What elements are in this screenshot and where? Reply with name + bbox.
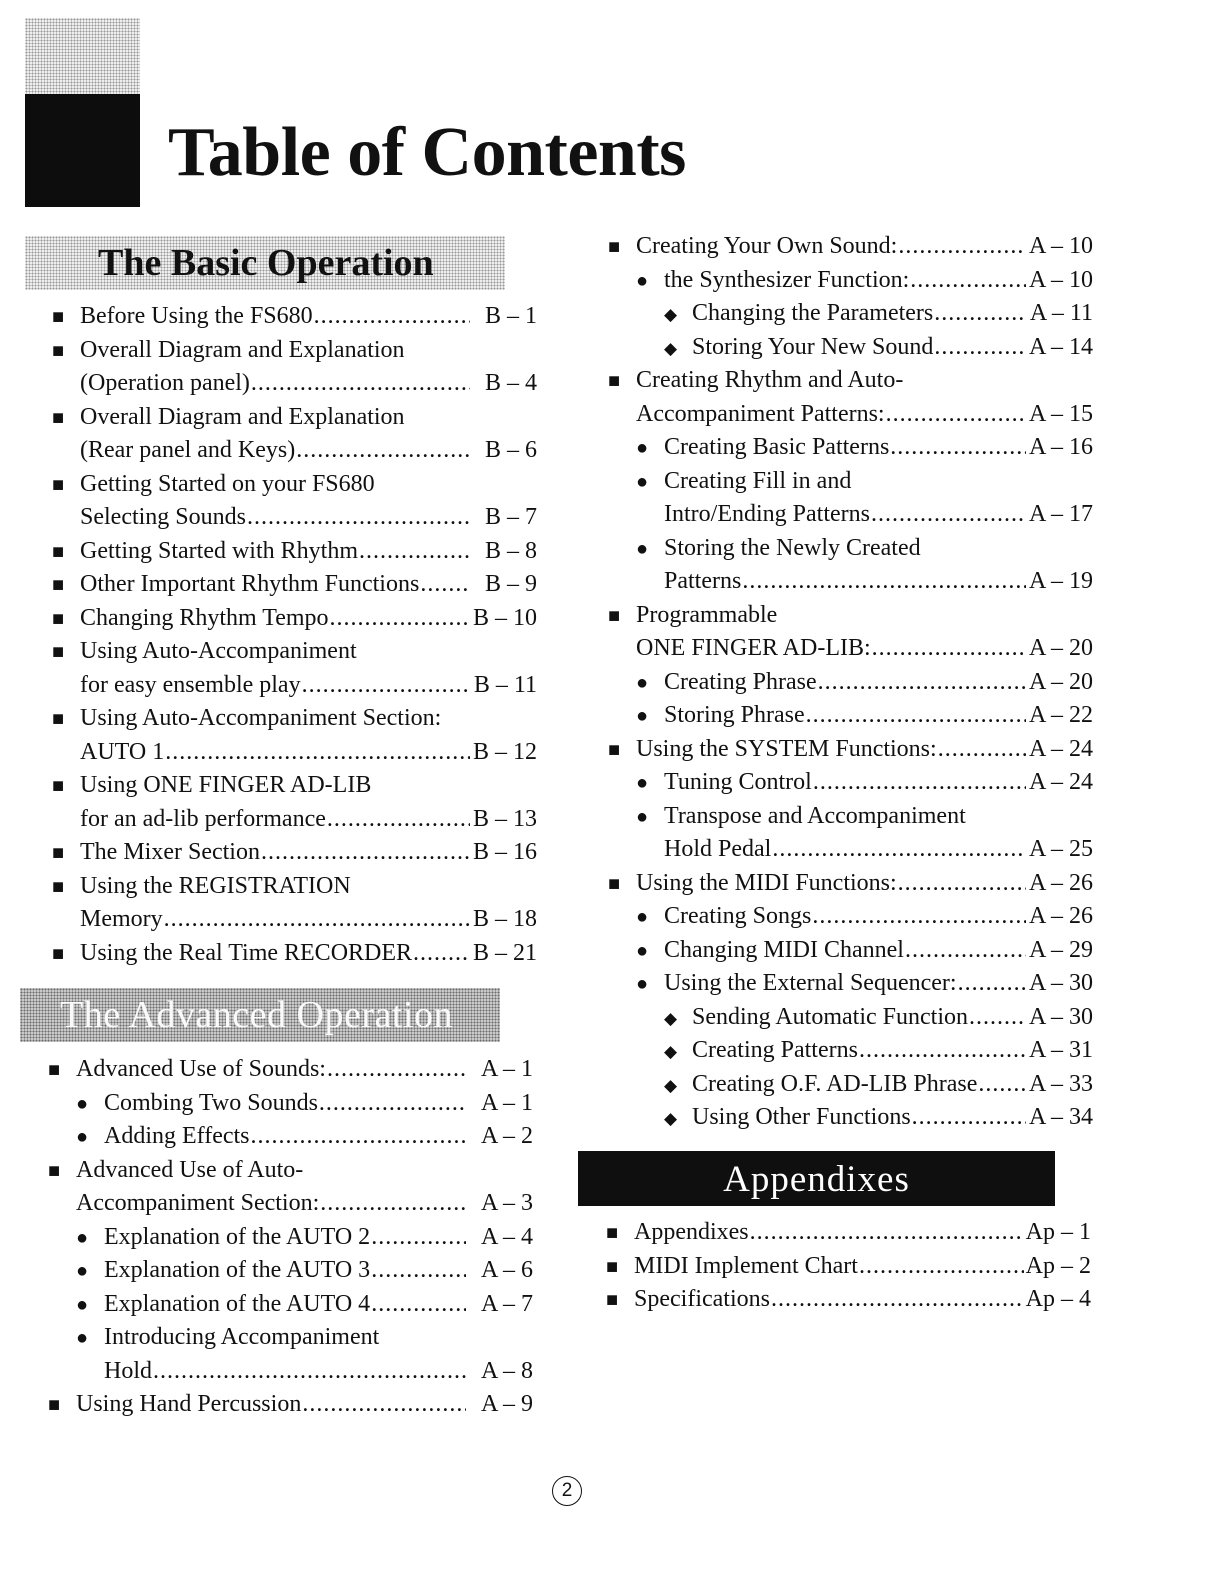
toc-entry <box>606 1216 1091 1250</box>
toc-entry <box>608 264 1093 298</box>
toc-list-advanced-continued <box>608 230 1093 1135</box>
toc-entry-page: A – 15 <box>1028 400 1093 427</box>
diamond-bullet-icon <box>664 1035 692 1069</box>
dot-leader <box>969 1001 1026 1035</box>
toc-entry-label: Explanation of the AUTO 2 <box>104 1223 371 1250</box>
toc-entry <box>608 967 1093 1001</box>
toc-entry-label: Using the REGISTRATION <box>80 872 351 899</box>
circle-bullet-icon <box>636 265 664 299</box>
dot-leader <box>327 803 470 837</box>
dot-leader <box>890 431 1026 465</box>
toc-entry-label: the Synthesizer Function: <box>664 266 910 293</box>
toc-entry <box>52 367 537 401</box>
toc-list-basic <box>52 300 537 970</box>
toc-entry <box>52 803 537 837</box>
square-bullet-icon <box>52 402 80 436</box>
toc-entry-page: A – 7 <box>480 1290 533 1317</box>
toc-entry-page: A – 16 <box>1028 434 1093 460</box>
toc-entry-page: A – 24 <box>1028 769 1093 795</box>
circle-bullet-icon <box>636 667 664 701</box>
toc-entry-label: Creating Rhythm and Auto- <box>636 367 904 393</box>
dot-leader <box>330 602 470 636</box>
toc-entry-page: A – 31 <box>1028 1037 1093 1063</box>
toc-entry <box>608 599 1093 633</box>
circle-bullet-icon <box>636 901 664 935</box>
toc-entry-label: Patterns <box>664 568 742 594</box>
toc-entry-label: Creating Patterns <box>692 1037 858 1063</box>
dot-leader <box>818 666 1026 700</box>
toc-entry-label: Using Other Functions <box>692 1104 911 1130</box>
toc-entry <box>608 900 1093 934</box>
toc-entry-page: B – 7 <box>484 504 537 530</box>
circle-bullet-icon <box>636 767 664 801</box>
toc-entry-label: (Operation panel) <box>80 370 250 396</box>
dot-leader <box>912 1101 1026 1135</box>
toc-entry-label: Overall Diagram and Explanation <box>80 336 405 363</box>
toc-entry-page: A – 3 <box>480 1190 533 1216</box>
dot-leader <box>251 367 470 401</box>
toc-entry-label: ONE FINGER AD-LIB: <box>636 635 871 661</box>
square-bullet-icon <box>48 1155 76 1189</box>
square-bullet-icon <box>52 536 80 570</box>
square-bullet-icon <box>606 1251 634 1285</box>
toc-entry <box>608 1034 1093 1068</box>
toc-entry-page: B – 11 <box>473 671 537 698</box>
toc-entry-page: B – 12 <box>472 738 537 765</box>
toc-entry <box>48 1254 533 1288</box>
toc-entry-label: Advanced Use of Auto- <box>76 1156 304 1183</box>
dot-leader <box>750 1216 1024 1250</box>
dot-leader <box>910 264 1026 298</box>
dot-leader <box>420 568 470 602</box>
toc-entry <box>608 800 1093 834</box>
toc-entry <box>608 934 1093 968</box>
toc-entry-label: Creating Fill in and <box>664 467 852 494</box>
toc-entry <box>606 1250 1091 1284</box>
square-bullet-icon <box>52 636 80 670</box>
toc-entry <box>52 568 537 602</box>
toc-entry-label: Explanation of the AUTO 4 <box>104 1290 371 1317</box>
dot-leader <box>251 1120 466 1154</box>
toc-entry <box>608 1001 1093 1035</box>
toc-entry-page: B – 8 <box>484 537 537 564</box>
circle-bullet-icon <box>636 968 664 1002</box>
toc-entry <box>52 736 537 770</box>
dot-leader <box>359 535 470 569</box>
toc-entry-label: Hold Pedal <box>664 836 772 862</box>
toc-entry <box>608 398 1093 432</box>
toc-entry-page: B – 21 <box>472 939 537 966</box>
toc-entry-page: A – 20 <box>1028 668 1093 695</box>
title-black-block <box>25 94 140 207</box>
toc-entry-label: Creating Phrase <box>664 668 817 695</box>
toc-entry-label: Storing Your New Sound <box>692 333 934 360</box>
toc-entry-label: Creating O.F. AD-LIB Phrase <box>692 1070 978 1097</box>
square-bullet-icon <box>608 365 636 399</box>
dot-leader <box>371 1254 466 1288</box>
toc-entry-label: Transpose and Accompaniment <box>664 802 966 829</box>
diamond-bullet-icon <box>664 298 692 332</box>
dot-leader <box>153 1355 466 1389</box>
square-bullet-icon <box>52 603 80 637</box>
toc-entry-page: A – 6 <box>480 1257 533 1283</box>
toc-entry-label: Selecting Sounds <box>80 504 246 530</box>
toc-entry-label: MIDI Implement Chart <box>634 1252 858 1279</box>
circle-bullet-icon <box>636 801 664 835</box>
toc-entry <box>52 870 537 904</box>
toc-entry-page: Ap – 2 <box>1025 1252 1091 1279</box>
toc-entry-page: A – 19 <box>1028 568 1093 594</box>
toc-entry-label: AUTO 1 <box>80 738 165 765</box>
toc-entry <box>48 1355 533 1389</box>
dot-leader <box>772 833 1026 867</box>
toc-entry-page: A – 30 <box>1028 1003 1093 1030</box>
square-bullet-icon <box>52 703 80 737</box>
dot-leader <box>165 736 470 770</box>
toc-entry <box>608 766 1093 800</box>
toc-entry-page: B – 16 <box>472 839 537 865</box>
toc-entry-page: A – 30 <box>1028 970 1093 996</box>
toc-entry-label: Using the Real Time RECORDER <box>80 939 413 966</box>
toc-entry-page: A – 4 <box>480 1223 533 1250</box>
toc-entry-label: Advanced Use of Sounds: <box>76 1056 326 1082</box>
toc-entry <box>52 836 537 870</box>
toc-entry <box>48 1120 533 1154</box>
dot-leader <box>934 297 1026 331</box>
dot-leader <box>934 331 1026 365</box>
toc-entry-page: B – 10 <box>472 604 537 631</box>
toc-entry <box>52 903 537 937</box>
toc-entry-page: A – 1 <box>480 1089 533 1116</box>
toc-entry-page: A – 22 <box>1028 702 1093 728</box>
toc-entry <box>608 632 1093 666</box>
toc-list-appendixes <box>606 1216 1091 1317</box>
toc-entry-page: A – 24 <box>1028 735 1093 762</box>
toc-entry-page: A – 9 <box>480 1391 533 1417</box>
dot-leader <box>314 300 470 334</box>
toc-entry <box>608 364 1093 398</box>
section-header-advanced-operation: The Advanced Operation <box>20 988 500 1042</box>
toc-entry-label: Changing Rhythm Tempo <box>80 604 329 631</box>
toc-entry-page: B – 4 <box>484 370 537 396</box>
toc-entry-label: Creating Songs <box>664 903 812 929</box>
toc-entry-label: Using Auto-Accompaniment <box>80 638 357 664</box>
toc-entry-page: B – 13 <box>472 805 537 832</box>
square-bullet-icon <box>48 1054 76 1088</box>
circle-bullet-icon <box>636 432 664 466</box>
toc-entry <box>52 937 537 971</box>
dot-leader <box>859 1034 1026 1068</box>
circle-bullet-icon <box>76 1255 104 1289</box>
square-bullet-icon <box>606 1284 634 1318</box>
circle-bullet-icon <box>76 1322 104 1356</box>
toc-entry-label: Before Using the FS680 <box>80 303 313 329</box>
square-bullet-icon <box>52 569 80 603</box>
toc-entry <box>608 532 1093 566</box>
toc-entry <box>608 867 1093 901</box>
dot-leader <box>302 1388 466 1422</box>
toc-entry-label: Intro/Ending Patterns <box>664 501 870 527</box>
circle-bullet-icon <box>636 466 664 500</box>
dot-leader <box>742 565 1026 599</box>
dot-leader <box>859 1250 1024 1284</box>
toc-entry-page: A – 20 <box>1028 635 1093 661</box>
circle-bullet-icon <box>76 1222 104 1256</box>
toc-entry-page: B – 18 <box>472 906 537 932</box>
circle-bullet-icon <box>636 935 664 969</box>
toc-entry-page: A – 10 <box>1028 233 1093 259</box>
circle-bullet-icon <box>76 1121 104 1155</box>
toc-entry-label: Using the External Sequencer: <box>664 970 957 996</box>
dot-leader <box>813 766 1026 800</box>
dot-leader <box>938 733 1026 767</box>
toc-entry-label: The Mixer Section <box>80 839 260 865</box>
dot-leader <box>806 699 1026 733</box>
toc-entry <box>608 1101 1093 1135</box>
dot-leader <box>812 900 1026 934</box>
toc-entry-label: Specifications <box>634 1286 770 1312</box>
dot-leader <box>327 1053 466 1087</box>
toc-entry-page: A – 26 <box>1028 869 1093 896</box>
toc-entry-page: B – 6 <box>484 437 537 463</box>
dot-leader <box>371 1221 466 1255</box>
corner-dot-pattern <box>25 18 140 96</box>
dot-leader <box>413 937 470 971</box>
toc-entry <box>608 465 1093 499</box>
toc-entry <box>48 1187 533 1221</box>
toc-entry-page: A – 10 <box>1028 266 1093 293</box>
toc-entry-page: A – 25 <box>1028 836 1093 862</box>
toc-entry-label: Other Important Rhythm Functions <box>80 571 420 597</box>
section-header-basic-operation: The Basic Operation <box>25 236 505 290</box>
circle-bullet-icon <box>636 700 664 734</box>
toc-entry <box>48 1221 533 1255</box>
toc-entry-label: Creating Basic Patterns <box>664 434 890 460</box>
toc-entry <box>52 300 537 334</box>
toc-entry <box>52 635 537 669</box>
diamond-bullet-icon <box>664 1102 692 1136</box>
square-bullet-icon <box>52 469 80 503</box>
toc-entry-page: A – 14 <box>1028 333 1093 360</box>
diamond-bullet-icon <box>664 1069 692 1103</box>
toc-entry-label: Introducing Accompaniment <box>104 1324 380 1350</box>
toc-entry <box>52 769 537 803</box>
toc-entry <box>52 334 537 368</box>
toc-entry <box>48 1321 533 1355</box>
toc-entry <box>48 1053 533 1087</box>
toc-entry <box>608 431 1093 465</box>
dot-leader <box>261 836 470 870</box>
toc-entry-label: Using Hand Percussion <box>76 1391 302 1417</box>
toc-entry-label: Hold <box>104 1357 152 1384</box>
toc-list-advanced <box>48 1053 533 1422</box>
dot-leader <box>164 903 470 937</box>
dot-leader <box>958 967 1026 1001</box>
page-title: Table of Contents <box>168 114 686 191</box>
toc-entry-page: B – 1 <box>484 303 537 329</box>
square-bullet-icon <box>52 837 80 871</box>
toc-entry-label: Overall Diagram and Explanation <box>80 403 405 430</box>
dot-leader <box>898 867 1026 901</box>
dot-leader <box>247 501 470 535</box>
toc-entry-label: Explanation of the AUTO 3 <box>104 1257 371 1283</box>
square-bullet-icon <box>48 1389 76 1423</box>
dot-leader <box>319 1087 466 1121</box>
toc-entry-page: B – 9 <box>484 571 537 597</box>
toc-entry <box>52 468 537 502</box>
toc-entry-label: Getting Started on your FS680 <box>80 470 375 497</box>
circle-bullet-icon <box>76 1289 104 1323</box>
toc-entry-label: Accompaniment Patterns: <box>636 400 885 427</box>
toc-entry <box>52 434 537 468</box>
toc-entry <box>52 669 537 703</box>
toc-entry-label: Using Auto-Accompaniment Section: <box>80 705 442 731</box>
square-bullet-icon <box>52 938 80 972</box>
toc-entry <box>608 699 1093 733</box>
toc-entry-page: A – 33 <box>1028 1070 1093 1097</box>
toc-entry-label: Creating Your Own Sound: <box>636 233 898 259</box>
square-bullet-icon <box>608 868 636 902</box>
toc-entry <box>48 1154 533 1188</box>
dot-leader <box>296 434 470 468</box>
toc-entry-page: A – 29 <box>1028 936 1093 963</box>
toc-entry-label: Storing the Newly Created <box>664 534 921 561</box>
square-bullet-icon <box>606 1217 634 1251</box>
toc-entry-label: Accompaniment Section: <box>76 1190 320 1216</box>
dot-leader <box>905 934 1026 968</box>
toc-entry-label: Appendixes <box>634 1219 749 1245</box>
toc-entry <box>608 666 1093 700</box>
toc-entry-label: Storing Phrase <box>664 702 805 728</box>
toc-entry-page: A – 34 <box>1028 1104 1093 1130</box>
toc-entry-label: Using the SYSTEM Functions: <box>636 735 937 762</box>
toc-entry <box>608 1068 1093 1102</box>
toc-entry-page: Ap – 1 <box>1025 1219 1091 1245</box>
toc-entry-page: A – 8 <box>480 1357 533 1384</box>
dot-leader <box>302 669 470 703</box>
dot-leader <box>898 230 1026 264</box>
diamond-bullet-icon <box>664 332 692 366</box>
dot-leader <box>771 1283 1024 1317</box>
toc-entry <box>48 1288 533 1322</box>
toc-entry-page: A – 17 <box>1028 501 1093 527</box>
toc-entry-label: Adding Effects <box>104 1123 250 1149</box>
square-bullet-icon <box>608 600 636 634</box>
toc-entry-label: for an ad-lib performance <box>80 805 326 832</box>
section-header-appendixes: Appendixes <box>578 1151 1055 1206</box>
toc-entry <box>608 733 1093 767</box>
toc-entry-label: Using the MIDI Functions: <box>636 869 897 896</box>
toc-entry-label: Changing MIDI Channel <box>664 936 904 963</box>
toc-entry-label: Combing Two Sounds <box>104 1089 318 1116</box>
toc-entry <box>52 535 537 569</box>
toc-entry <box>608 565 1093 599</box>
toc-entry-label: Getting Started with Rhythm <box>80 537 358 564</box>
dot-leader <box>978 1068 1026 1102</box>
toc-entry <box>606 1283 1091 1317</box>
dot-leader <box>871 498 1026 532</box>
square-bullet-icon <box>52 301 80 335</box>
toc-entry <box>608 297 1093 331</box>
dot-leader <box>371 1288 466 1322</box>
toc-entry-label: Programmable <box>636 601 778 628</box>
toc-entry <box>52 602 537 636</box>
toc-entry-page: Ap – 4 <box>1025 1286 1091 1312</box>
toc-entry-page: A – 2 <box>480 1123 533 1149</box>
toc-entry <box>608 331 1093 365</box>
page-number: 2 <box>552 1476 582 1506</box>
toc-entry <box>52 501 537 535</box>
toc-entry-page: A – 26 <box>1028 903 1093 929</box>
toc-entry <box>48 1388 533 1422</box>
toc-entry-page: A – 1 <box>480 1056 533 1082</box>
dot-leader <box>872 632 1026 666</box>
toc-entry <box>608 230 1093 264</box>
square-bullet-icon <box>608 734 636 768</box>
circle-bullet-icon <box>76 1088 104 1122</box>
dot-leader <box>886 398 1026 432</box>
toc-entry-label: Sending Automatic Function <box>692 1003 968 1030</box>
toc-entry <box>48 1087 533 1121</box>
dot-leader <box>320 1187 466 1221</box>
toc-entry-page: A – 11 <box>1029 300 1093 326</box>
toc-entry-label: Using ONE FINGER AD-LIB <box>80 772 372 798</box>
square-bullet-icon <box>52 871 80 905</box>
square-bullet-icon <box>52 770 80 804</box>
toc-entry <box>608 498 1093 532</box>
toc-entry <box>52 401 537 435</box>
square-bullet-icon <box>52 335 80 369</box>
toc-entry-label: Memory <box>80 906 163 932</box>
toc-entry-label: for easy ensemble play <box>80 671 301 698</box>
circle-bullet-icon <box>636 533 664 567</box>
square-bullet-icon <box>608 231 636 265</box>
toc-entry-label: Tuning Control <box>664 769 812 795</box>
diamond-bullet-icon <box>664 1002 692 1036</box>
toc-entry-label: (Rear panel and Keys) <box>80 437 296 463</box>
toc-entry <box>52 702 537 736</box>
toc-entry <box>608 833 1093 867</box>
toc-entry-label: Changing the Parameters <box>692 300 934 326</box>
